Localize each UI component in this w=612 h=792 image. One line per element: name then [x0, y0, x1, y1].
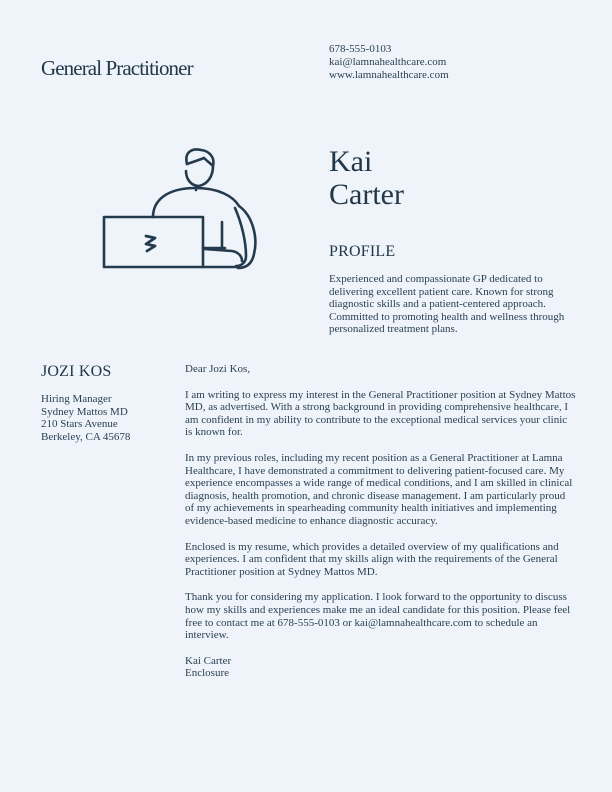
letter-paragraph: Enclosed is my resume, which provides a detailed overview of my qualifications and experiences. I am confident that my skills align with the requirements of the General Practitioner position at Sydney Mattos MD. — [185, 540, 559, 578]
recipient-city: Berkeley, CA 45678 — [41, 430, 131, 443]
letter-paragraph: In my previous roles, including my recent position as a General Practitioner at Lamna Healthcare, I have demonstrated a commitment to delivering patient-focused care. My experience encompasses a wide range of medical conditions, and I am skilled in clinical diagnosis, health promotion, and chronic disease management. I am particularly proud of my achievements in spearheading community health initiatives and implementing evidence-based medicine to enhance diagnostic accuracy. — [185, 451, 573, 527]
letter-paragraph: Thank you for considering my application. I look forward to the opportunity to discuss how my skills and experiences make me an ideal candidate for this position. Please feel free to contact me at 678-555-0103 or kai@lamnahealthcare.com to schedule an interview. — [185, 591, 571, 642]
person-at-laptop-icon — [100, 146, 260, 272]
candidate-first-name: Kai — [329, 145, 373, 178]
contact-website: www.lamnahealthcare.com — [329, 69, 449, 81]
recipient-name: JOZI KOS — [41, 363, 112, 380]
recipient-address — [41, 393, 130, 443]
letter-closing — [185, 655, 577, 680]
recipient-company: Sydney Mattos MD — [41, 405, 128, 418]
profile-heading: PROFILE — [329, 243, 396, 260]
recipient-street: 210 Stars Avenue — [41, 418, 118, 431]
letter-enclosure: Enclosure — [185, 667, 229, 680]
recipient-title: Hiring Manager — [41, 393, 112, 405]
letter-paragraph: I am writing to express my interest in the General Practitioner position at Sydney Mattos MD, as advertised. With a strong background in providing comprehensive healthcare, I am confident in my ability to contribute to the exceptional medical services your clinic is known for. — [185, 388, 576, 439]
candidate-name — [329, 145, 404, 211]
letter-body — [185, 363, 577, 680]
contact-phone: 678-555-0103 — [329, 43, 392, 55]
profile-text: Experienced and compassionate GP dedicated to delivering excellent patient care. Known for strong diagnostic skills and a patient-centered approach. Committed to promoting health and wellness through personalized treatment plans. — [329, 273, 565, 336]
candidate-last-name: Carter — [329, 178, 404, 211]
letter-signature: Kai Carter — [185, 654, 232, 667]
contact-email: kai@lamnahealthcare.com — [329, 56, 447, 68]
job-title: General Practitioner — [41, 56, 193, 80]
letter-salutation: Dear Jozi Kos, — [185, 363, 251, 375]
contact-block — [329, 43, 449, 82]
